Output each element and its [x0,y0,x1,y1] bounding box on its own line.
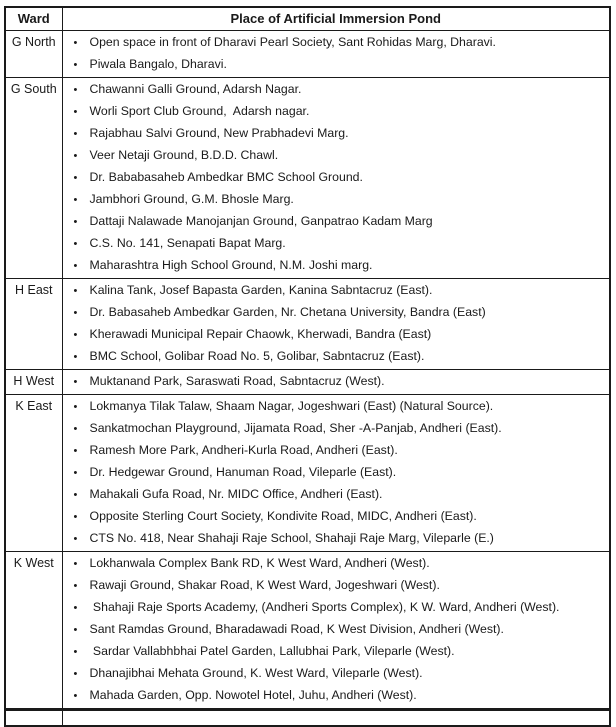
list-item [63,79,610,101]
place-text: CTS No. 418, Near Shahaji Raje School, Shahaji Raje Marg, Vileparle (E.) [89,531,494,545]
place-text: Dattaji Nalawade Manojanjan Ground, Ganpatrao Kadam Marg [89,214,433,228]
place-text: Chawanni Galli Ground, Adarsh Nagar. [89,82,302,96]
place-text: Sankatmochan Playground, Jijamata Road, Sher -A-Panjab, Andheri (East). [89,421,502,435]
bullet-icon: • [73,401,78,413]
list-item [63,32,610,54]
bullet-icon: • [73,580,78,592]
list-item [63,211,610,233]
table-row [5,279,610,370]
places-cell [62,279,610,370]
bullet-icon: • [73,376,78,388]
bullet-icon: • [73,690,78,702]
list-item [63,101,610,123]
places-cell [62,552,610,710]
place-text: Lokmanya Tilak Talaw, Shaam Nagar, Jogeshwari (East) (Natural Source). [89,399,494,413]
list-item [63,396,610,418]
list-item [63,189,610,211]
list-item [63,145,610,167]
place-text: Rajabhau Salvi Ground, New Prabhadevi Marg. [89,126,349,140]
place-text: Veer Netaji Ground, B.D.D. Chawl. [89,148,279,162]
place-text: Muktanand Park, Saraswati Road, Sabntacruz (West). [89,374,385,388]
table-row [5,31,610,78]
place-text: Sant Ramdas Ground, Bharadawadi Road, K West Division, Andheri (West). [89,622,504,636]
bullet-icon: • [73,646,78,658]
places-cell [62,78,610,279]
bullet-icon: • [73,150,78,162]
places-cell [62,370,610,395]
bullet-icon: • [73,624,78,636]
bullet-icon: • [73,668,78,680]
table-row [5,552,610,710]
ward-cell: K East [5,395,62,552]
list-item [63,324,610,346]
bullet-icon: • [73,238,78,250]
places-cell [62,395,610,552]
bullet-icon: • [73,106,78,118]
table-row [5,395,610,552]
place-text: Sardar Vallabhbhai Patel Garden, Lallubhai Park, Vileparle (West). [89,644,455,658]
bullet-icon: • [73,216,78,228]
bullet-icon: • [73,533,78,545]
list-item [63,123,610,145]
place-text: Dhanajibhai Mehata Ground, K. West Ward, Vileparle (West). [89,666,423,680]
list-item [63,528,610,550]
bullet-icon: • [73,423,78,435]
place-text: Mahada Garden, Opp. Nowotel Hotel, Juhu, Andheri (West). [89,688,417,702]
bullet-icon: • [73,558,78,570]
list-item [63,663,610,685]
bullet-icon: • [73,307,78,319]
ward-cell: G North [5,31,62,78]
partial-ward-cell [5,710,62,727]
bullet-icon: • [73,285,78,297]
list-item [63,553,610,575]
bullet-icon: • [73,445,78,457]
place-text: Kherawadi Municipal Repair Chaowk, Kherwadi, Bandra (East) [89,327,432,341]
list-item [63,641,610,663]
list-item [63,346,610,368]
immersion-pond-table [4,6,611,727]
bullet-icon: • [73,59,78,71]
bullet-icon: • [73,84,78,96]
ward-cell: G South [5,78,62,279]
list-item [63,255,610,277]
ward-cell: H West [5,370,62,395]
bullet-icon: • [73,329,78,341]
places-cell [62,31,610,78]
bullet-icon: • [73,128,78,140]
place-column-header: Place of Artificial Immersion Pond [62,7,610,31]
bullet-icon: • [73,37,78,49]
partial-places-cell [62,710,610,727]
place-text: Dr. Hedgewar Ground, Hanuman Road, Vileparle (East). [89,465,397,479]
list-item [63,54,610,76]
bullet-icon: • [73,172,78,184]
place-text: Jambhori Ground, G.M. Bhosle Marg. [89,192,294,206]
place-text: Dr. Babasaheb Ambedkar Garden, Nr. Chetana University, Bandra (East) [89,305,486,319]
place-text: Maharashtra High School Ground, N.M. Joshi marg. [89,258,373,272]
place-text: C.S. No. 141, Senapati Bapat Marg. [89,236,286,250]
ward-column-header: Ward [5,7,62,31]
list-item [63,418,610,440]
table-row [5,78,610,279]
place-text: Rawaji Ground, Shakar Road, K West Ward, Jogeshwari (West). [89,578,440,592]
list-item [63,462,610,484]
place-text: Dr. Bababasaheb Ambedkar BMC School Ground. [89,170,363,184]
list-item [63,280,610,302]
place-text: Worli Sport Club Ground, Adarsh nagar. [89,104,310,118]
bullet-icon: • [73,467,78,479]
partial-next-row [5,710,610,727]
bullet-icon: • [73,602,78,614]
list-item [63,440,610,462]
place-text: Ramesh More Park, Andheri-Kurla Road, Andheri (East). [89,443,398,457]
place-text: Kalina Tank, Josef Bapasta Garden, Kanina Sabntacruz (East). [89,283,433,297]
place-text: Mahakali Gufa Road, Nr. MIDC Office, Andheri (East). [89,487,383,501]
place-text: Open space in front of Dharavi Pearl Society, Sant Rohidas Marg, Dharavi. [89,35,496,49]
list-item [63,685,610,707]
place-text: BMC School, Golibar Road No. 5, Golibar, Sabntacruz (East). [89,349,425,363]
ward-cell: K West [5,552,62,710]
bullet-icon: • [73,260,78,272]
bullet-icon: • [73,511,78,523]
bullet-icon: • [73,489,78,501]
list-item [63,575,610,597]
place-text: Piwala Bangalo, Dharavi. [89,57,227,71]
place-text: Shahaji Raje Sports Academy, (Andheri Sports Complex), K W. Ward, Andheri (West). [89,600,560,614]
bullet-icon: • [73,194,78,206]
ward-cell: H East [5,279,62,370]
place-text: Lokhanwala Complex Bank RD, K West Ward, Andheri (West). [89,556,430,570]
table-row [5,370,610,395]
list-item [63,371,610,393]
list-item [63,233,610,255]
list-item [63,619,610,641]
header-row [5,7,610,31]
place-text: Opposite Sterling Court Society, Kondivite Road, MIDC, Andheri (East). [89,509,477,523]
list-item [63,167,610,189]
list-item [63,506,610,528]
list-item [63,484,610,506]
bullet-icon: • [73,351,78,363]
list-item [63,597,610,619]
list-item [63,302,610,324]
